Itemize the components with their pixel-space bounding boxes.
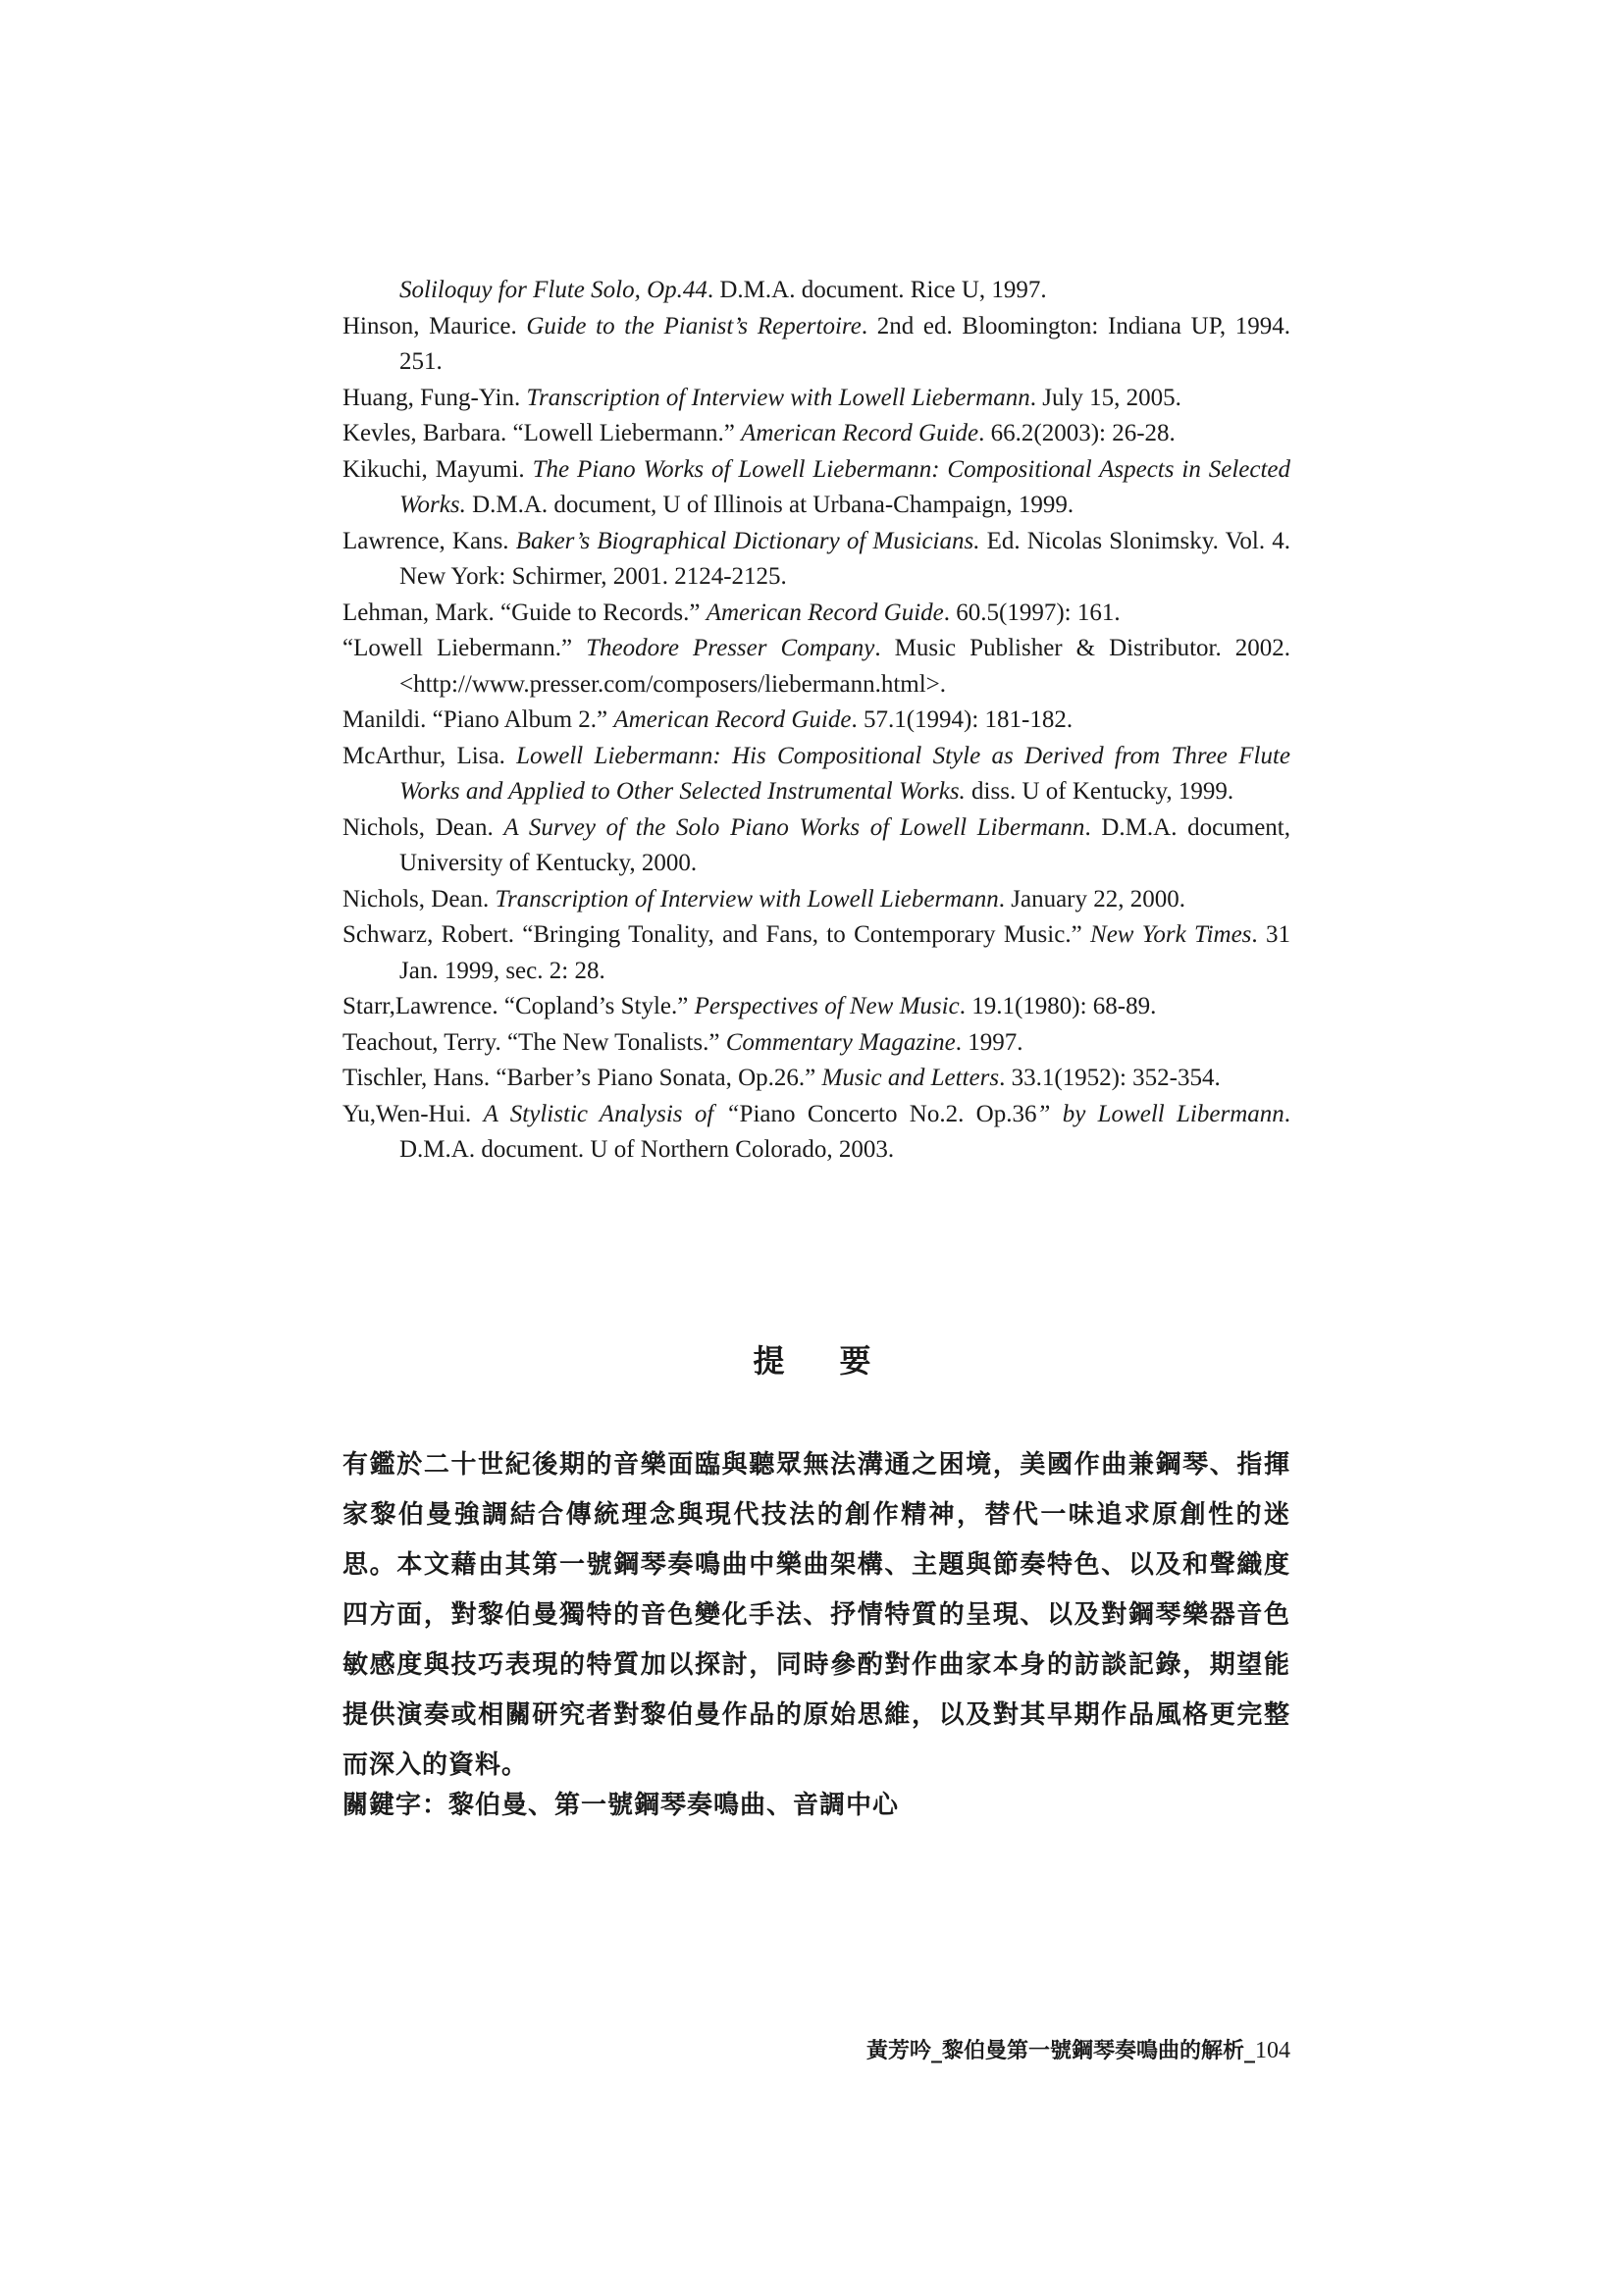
- entry-title-italic: Lowell Liebermann: His Compositional Style as Derived from Three Flute Works and Applied to Other Selected Instrumental Works.: [399, 742, 1290, 805]
- entry-text: . D.M.A. document, University of Kentucky, 2000.: [399, 813, 1290, 876]
- entry-text: Lehman, Mark. “Guide to Records.”: [342, 599, 707, 626]
- entry-title-italic: A Stylistic Analysis of “: [483, 1100, 740, 1127]
- bibliography-entry: [342, 452, 1290, 524]
- entry-title-italic: Music and Letters: [821, 1065, 1000, 1091]
- entry-text: Piano Concerto No.2. Op.36: [739, 1100, 1037, 1127]
- entry-title-italic: Commentary Magazine: [725, 1028, 956, 1056]
- entry-text: . 57.1(1994): 181-182.: [851, 706, 1074, 733]
- entry-text: Hinson, Maurice.: [342, 312, 527, 339]
- entry-title-italic: American Record Guide: [741, 420, 979, 446]
- entry-text: . 60.5(1997): 161.: [943, 599, 1121, 626]
- page-number: 104: [1255, 2038, 1290, 2063]
- entry-text: Manildi. “Piano Album 2.”: [342, 706, 614, 733]
- entry-text: McArthur, Lisa.: [342, 742, 517, 769]
- entry-text: . 33.1(1952): 352-354.: [999, 1065, 1221, 1091]
- bibliography-entry: [342, 631, 1290, 703]
- bibliography-entry: [342, 1025, 1290, 1062]
- entry-text: . 66.2(2003): 26-28.: [978, 420, 1176, 446]
- bibliography-entry: [342, 989, 1290, 1025]
- entry-text: . 19.1(1980): 68-89.: [959, 993, 1157, 1019]
- entry-text: Kikuchi, Mayumi.: [342, 455, 533, 483]
- bibliography-entry: [342, 416, 1290, 452]
- bibliography-entry: [342, 309, 1290, 381]
- keywords-line: 關鍵字：黎伯曼、第一號鋼琴奏鳴曲、音調中心: [342, 1791, 900, 1820]
- entry-text: Lawrence, Kans.: [342, 527, 516, 554]
- bibliography-entry: [342, 1097, 1290, 1169]
- bibliography-entry: [342, 882, 1290, 918]
- entry-text: Nichols, Dean.: [342, 885, 496, 912]
- bibliography-entry: [342, 524, 1290, 596]
- abstract-body: 有鑑於二十世紀後期的音樂面臨與聽眾無法溝通之困境，美國作曲兼鋼琴、指揮家黎伯曼強調結合傳統理念與現代技法的創作精神，替代一味追求原創性的迷思。本文藉由其第一號鋼琴奏鳴曲中樂曲架構、主題與節奏特色、以及和聲織度四方面，對黎伯曼獨特的音色變化手法、抒情特質的呈現、以及對鋼琴樂器音色敏感度與技巧表現的特質加以探討，同時參酌對作曲家本身的訪談記錄，期望能提供演奏或相關研究者對黎伯曼作品的原始思維，以及對其早期作品風格更完整而深入的資料。: [342, 1450, 1290, 1780]
- entry-title-italic: American Record Guide: [706, 599, 944, 626]
- entry-text: diss. U of Kentucky, 1999.: [965, 778, 1234, 805]
- entry-text: Starr,Lawrence. “Copland’s Style.”: [342, 993, 695, 1019]
- entry-text: . D.M.A. document. Rice U, 1997.: [707, 277, 1047, 303]
- bibliography-entry: [342, 810, 1290, 882]
- entry-title-italic: Perspectives of New Music: [694, 993, 960, 1019]
- entry-text: . D.M.A. document. U of Northern Colorado, 2003.: [399, 1100, 1291, 1163]
- entry-title-italic: American Record Guide: [613, 706, 852, 733]
- entry-text: . January 22, 2000.: [998, 885, 1185, 912]
- entry-text: Tischler, Hans. “Barber’s Piano Sonata, Op.26.”: [342, 1065, 822, 1091]
- entry-title-italic: Guide to the Pianist’s Repertoire: [526, 312, 862, 339]
- entry-title-italic: Baker’s Biographical Dictionary of Musicians.: [515, 527, 980, 554]
- entry-text: . 2nd ed. Bloomington: Indiana UP, 1994. 251.: [399, 312, 1291, 375]
- bibliography-list: [342, 273, 1290, 1169]
- bibliography-entry: [342, 596, 1290, 632]
- bibliography-entry: [342, 273, 1290, 309]
- entry-text: Teachout, Terry. “The New Tonalists.”: [342, 1028, 726, 1056]
- entry-title-italic: Transcription of Interview with Lowell Liebermann: [495, 885, 999, 912]
- entry-text: . 1997.: [955, 1028, 1023, 1056]
- entry-text: . Music Publisher & Distributor. 2002. <http://www.presser.com/composers/liebermann.html>.: [399, 635, 1290, 698]
- entry-text: “Lowell Liebermann.”: [342, 635, 587, 661]
- entry-text: Nichols, Dean.: [342, 813, 504, 841]
- bibliography-entry: [342, 1061, 1290, 1097]
- entry-title-italic: The Piano Works of Lowell Liebermann: Compositional Aspects in Selected Works.: [399, 455, 1290, 518]
- entry-title-italic: Theodore Presser Company: [586, 635, 875, 661]
- entry-title-italic: Soliloquy for Flute Solo, Op.44: [399, 277, 707, 303]
- entry-text: . 31 Jan. 1999, sec. 2: 28.: [399, 921, 1291, 984]
- entry-title-italic: A Survey of the Solo Piano Works of Lowell Libermann: [503, 813, 1085, 841]
- entry-title-italic: New York Times: [1090, 921, 1252, 948]
- page-footer: [866, 2034, 1290, 2064]
- bibliography-entry: [342, 703, 1290, 739]
- bibliography-entry: [342, 917, 1290, 989]
- entry-text: . July 15, 2005.: [1029, 384, 1181, 411]
- bibliography-entry: [342, 381, 1290, 417]
- entry-text: Ed. Nicolas Slonimsky. Vol. 4. New York: Schirmer, 2001. 2124-2125.: [399, 527, 1291, 590]
- bibliography-entry: [342, 739, 1290, 810]
- running-title: 黃芳吟_黎伯曼第一號鋼琴奏鳴曲的解析_: [865, 2039, 1255, 2063]
- entry-text: Schwarz, Robert. “Bringing Tonality, and Fans, to Contemporary Music.”: [342, 921, 1091, 948]
- entry-title-italic: ” by Lowell Libermann: [1036, 1100, 1284, 1127]
- abstract-heading: 提要: [753, 1342, 926, 1380]
- entry-title-italic: Transcription of Interview with Lowell Liebermann: [526, 384, 1030, 411]
- entry-text: D.M.A. document, U of Illinois at Urbana-Champaign, 1999.: [465, 492, 1074, 518]
- entry-text: Yu,Wen-Hui.: [342, 1100, 484, 1127]
- entry-text: Kevles, Barbara. “Lowell Liebermann.”: [342, 420, 742, 446]
- entry-text: Huang, Fung-Yin.: [342, 384, 527, 411]
